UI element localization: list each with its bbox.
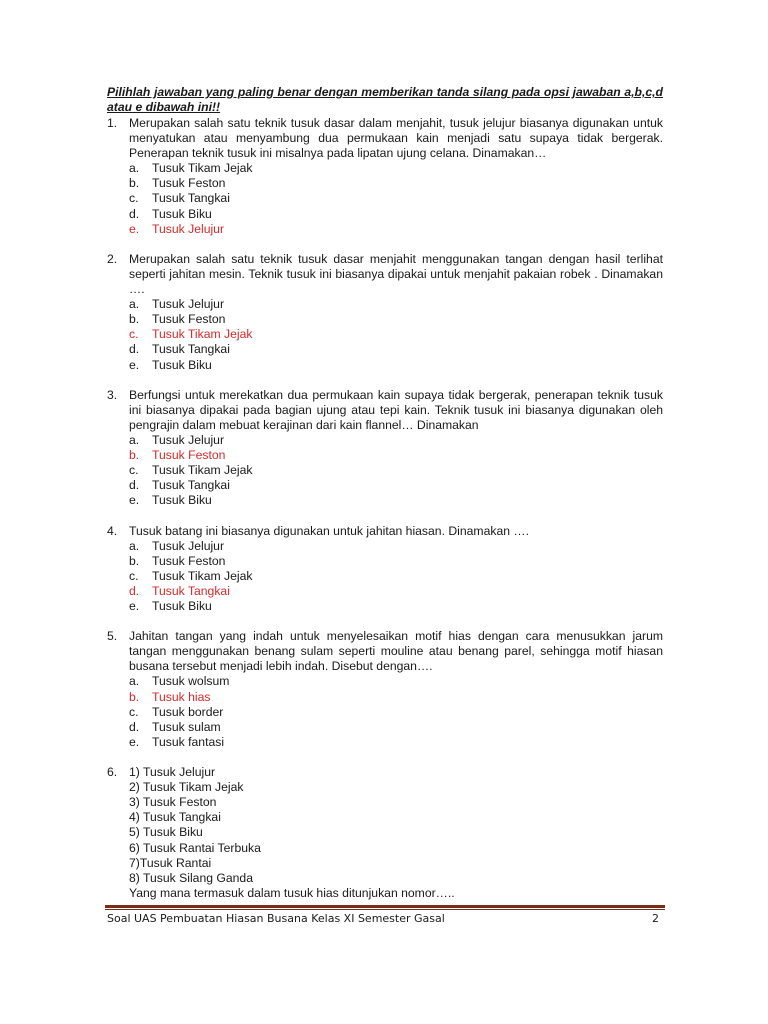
list-item: 1) Tusuk Jelujur <box>129 765 216 780</box>
option-c: c. Tusuk Tikam Jejak <box>129 463 253 478</box>
option-e: e. Tusuk fantasi <box>129 734 225 749</box>
question-3 <box>107 388 663 509</box>
option-b: b. Tusuk Feston <box>129 312 226 327</box>
option-d: d. Tusuk Tangkai <box>129 478 230 493</box>
question-5 <box>107 629 663 750</box>
question-2 <box>107 252 663 373</box>
option-e: e. Tusuk Biku <box>129 357 212 372</box>
question-prompt: Yang mana termasuk dalam tusuk hias ditunjukan nomor….. <box>129 885 455 900</box>
question-text: Merupakan salah satu teknik tusuk dasar menjahit menggunakan tangan dengan hasil terlihat seperti jahitan mesin. Teknik tusuk ini biasanya dipakai untuk menjahit pakaian robek . Dinamakan …. <box>129 251 663 297</box>
question-number: 4. <box>107 523 118 538</box>
list-item: 3) Tusuk Feston <box>129 795 217 810</box>
page-number: 2 <box>652 912 659 925</box>
option-a: a. Tusuk Jelujur <box>129 432 225 447</box>
question-text: Tusuk batang ini biasanya digunakan untuk jahitan hiasan. Dinamakan …. <box>129 523 529 538</box>
option-c: c. Tusuk Tangkai <box>129 191 230 206</box>
list-item: 6) Tusuk Rantai Terbuka <box>129 840 261 855</box>
question-number: 6. <box>107 765 118 780</box>
list-item: 5) Tusuk Biku <box>129 825 203 840</box>
option-b: b. Tusuk Feston <box>129 176 226 191</box>
footer-divider-thin <box>105 909 665 910</box>
footer-title: Soal UAS Pembuatan Hiasan Busana Kelas XI Semester Gasal <box>107 912 445 925</box>
question-number: 5. <box>107 629 118 644</box>
option-b: b. Tusuk Feston <box>129 553 226 568</box>
option-a: a. Tusuk wolsum <box>129 674 230 689</box>
list-item: 2) Tusuk Tikam Jejak <box>129 780 244 795</box>
question-text: Berfungsi untuk merekatkan dua permukaan kain supaya tidak bergerak, penerapan teknik tusuk ini biasanya dipakai pada bagian ujung atau tepi kain. Teknik tusuk ini biasanya digunakan oleh pengrajin dalam mebuat kerajinan dari kain flannel… Dinamakan <box>129 387 663 432</box>
option-c: c. Tusuk Tikam Jejak <box>129 568 253 583</box>
option-c: c. Tusuk border <box>129 704 224 719</box>
option-a: a. Tusuk Jelujur <box>129 297 225 312</box>
question-text: Jahitan tangan yang indah untuk menyelesaikan motif hias dengan cara menusukkan jarum tangan menggunakan benang sulam seperti mouline atau benang parel, sehingga motif hiasan busana tersebut menjadi lebih indah. Disebut dengan…. <box>129 629 663 674</box>
option-d: d. Tusuk sulam <box>129 719 221 734</box>
option-d: d. Tusuk Biku <box>129 206 212 221</box>
list-item: 8) Tusuk Silang Ganda <box>129 870 253 885</box>
instruction-text: Pilihlah jawaban yang paling benar dengan memberikan tanda silang pada opsi jawaban a,b,c,d atau e dibawah ini!! <box>107 85 663 114</box>
option-e-answer: e. Tusuk Jelujur <box>129 221 225 236</box>
question-text: Merupakan salah satu teknik tusuk dasar dalam menjahit, tusuk jelujur biasanya digunakan untuk menyatukan atau menyambung dua permukaan kain menjadi satu supaya tidak bergerak. Penerapan teknik tusuk ini misalnya pada lipatan ujung celana. Dinamakan… <box>129 116 663 161</box>
option-e: e. Tusuk Biku <box>129 599 212 613</box>
list-item: 4) Tusuk Tangkai <box>129 810 221 825</box>
question-6 <box>107 765 663 901</box>
option-d: d. Tusuk Tangkai <box>129 342 230 357</box>
option-b-answer: b. Tusuk hias <box>129 689 211 704</box>
option-a: a. Tusuk Tikam Jejak <box>129 161 253 176</box>
option-d-answer: d. Tusuk Tangkai <box>129 583 230 598</box>
option-c-answer: c. Tusuk Tikam Jejak <box>129 327 253 342</box>
list-item: 7)Tusuk Rantai <box>129 855 212 870</box>
option-e: e. Tusuk Biku <box>129 493 212 508</box>
question-number: 3. <box>107 387 118 402</box>
question-list <box>107 116 663 916</box>
question-4 <box>107 524 663 615</box>
option-b-answer: b. Tusuk Feston <box>129 448 226 463</box>
footer-divider-thick <box>105 905 665 908</box>
question-number: 2. <box>107 251 118 266</box>
question-number: 1. <box>107 116 118 130</box>
question-1 <box>107 116 663 237</box>
option-a: a. Tusuk Jelujur <box>129 538 225 553</box>
